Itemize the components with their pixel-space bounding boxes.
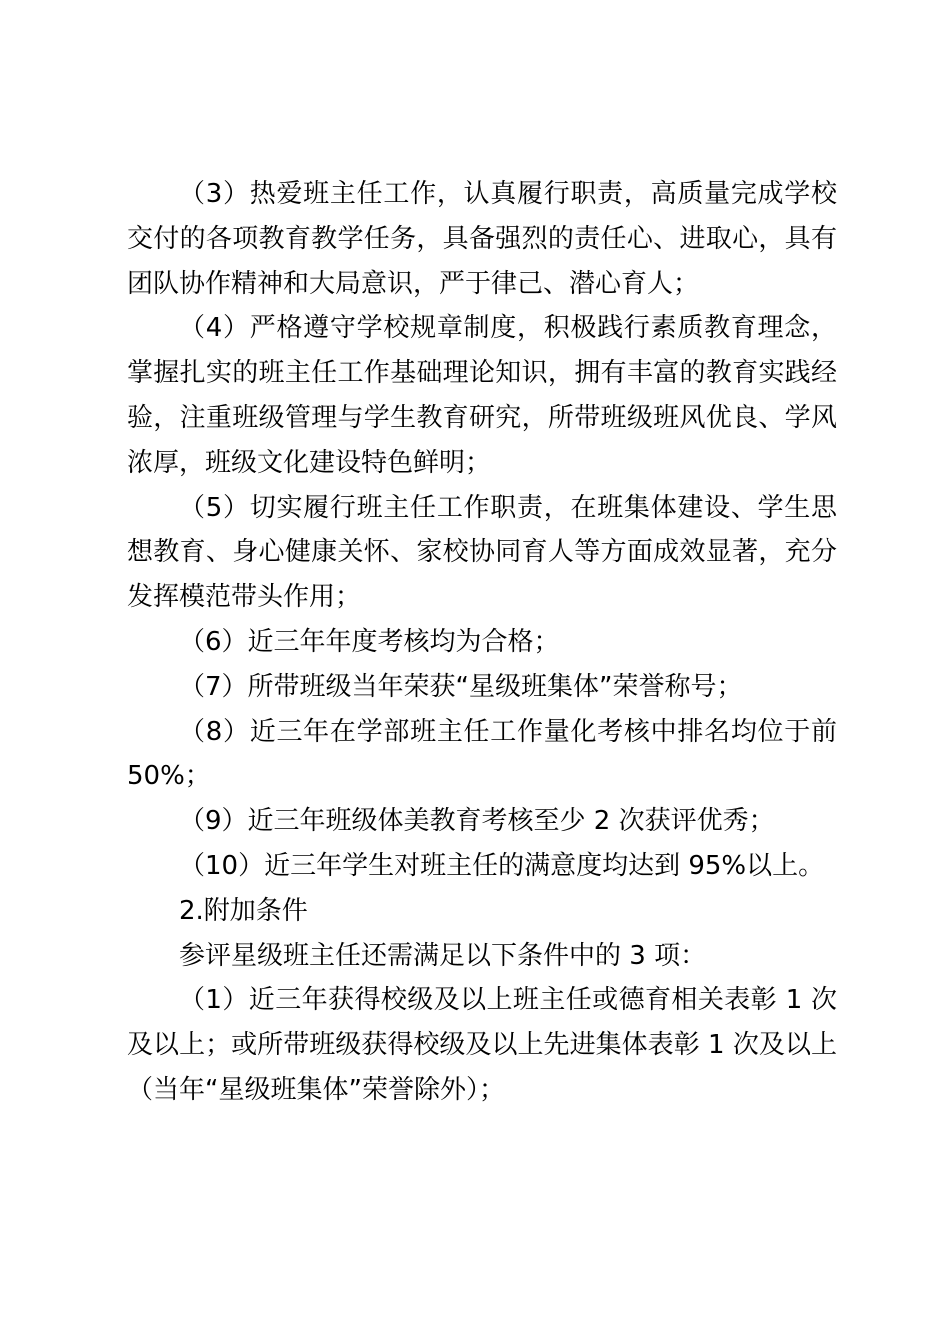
paragraph-criterion-8: （8）近三年在学部班主任工作量化考核中排名均位于前50%； (127, 716, 837, 792)
paragraph-criterion-6: （6）近三年年度考核均为合格； (179, 626, 560, 657)
paragraph-additional-1: （1）近三年获得校级及以上班主任或德育相关表彰 1 次及以上；或所带班级获得校级及以上先进集体表彰 1 次及以上（当年“星级班集体”荣誉除外）； (127, 985, 837, 1105)
paragraph-criterion-3: （3）热爱班主任工作，认真履行职责，高质量完成学校交付的各项教育教学任务，具备强烈的责任心、进取心，具有团队协作精神和大局意识，严于律己、潜心育人； (127, 179, 837, 299)
section-heading-additional-conditions: 2.附加条件 (179, 895, 308, 926)
document-page (127, 172, 837, 1113)
paragraph-additional-intro: 参评星级班主任还需满足以下条件中的 3 项： (179, 940, 707, 971)
paragraph-criterion-10: （10）近三年学生对班主任的满意度均达到 95%以上。 (179, 850, 825, 881)
paragraph-criterion-5: （5）切实履行班主任工作职责，在班集体建设、学生思想教育、身心健康关怀、家校协同育人等方面成效显著，充分发挥模范带头作用； (127, 492, 837, 613)
paragraph-criterion-7: （7）所带班级当年荣获“星级班集体”荣誉称号； (179, 671, 743, 702)
paragraph-criterion-4: （4）严格遵守学校规章制度，积极践行素质教育理念，掌握扎实的班主任工作基础理论知识，拥有丰富的教育实践经验，注重班级管理与学生教育研究，所带班级班风优良、学风浓厚，班级文化建设特色鲜明； (127, 313, 837, 478)
paragraph-criterion-9: （9）近三年班级体美教育考核至少 2 次获评优秀； (179, 806, 775, 837)
